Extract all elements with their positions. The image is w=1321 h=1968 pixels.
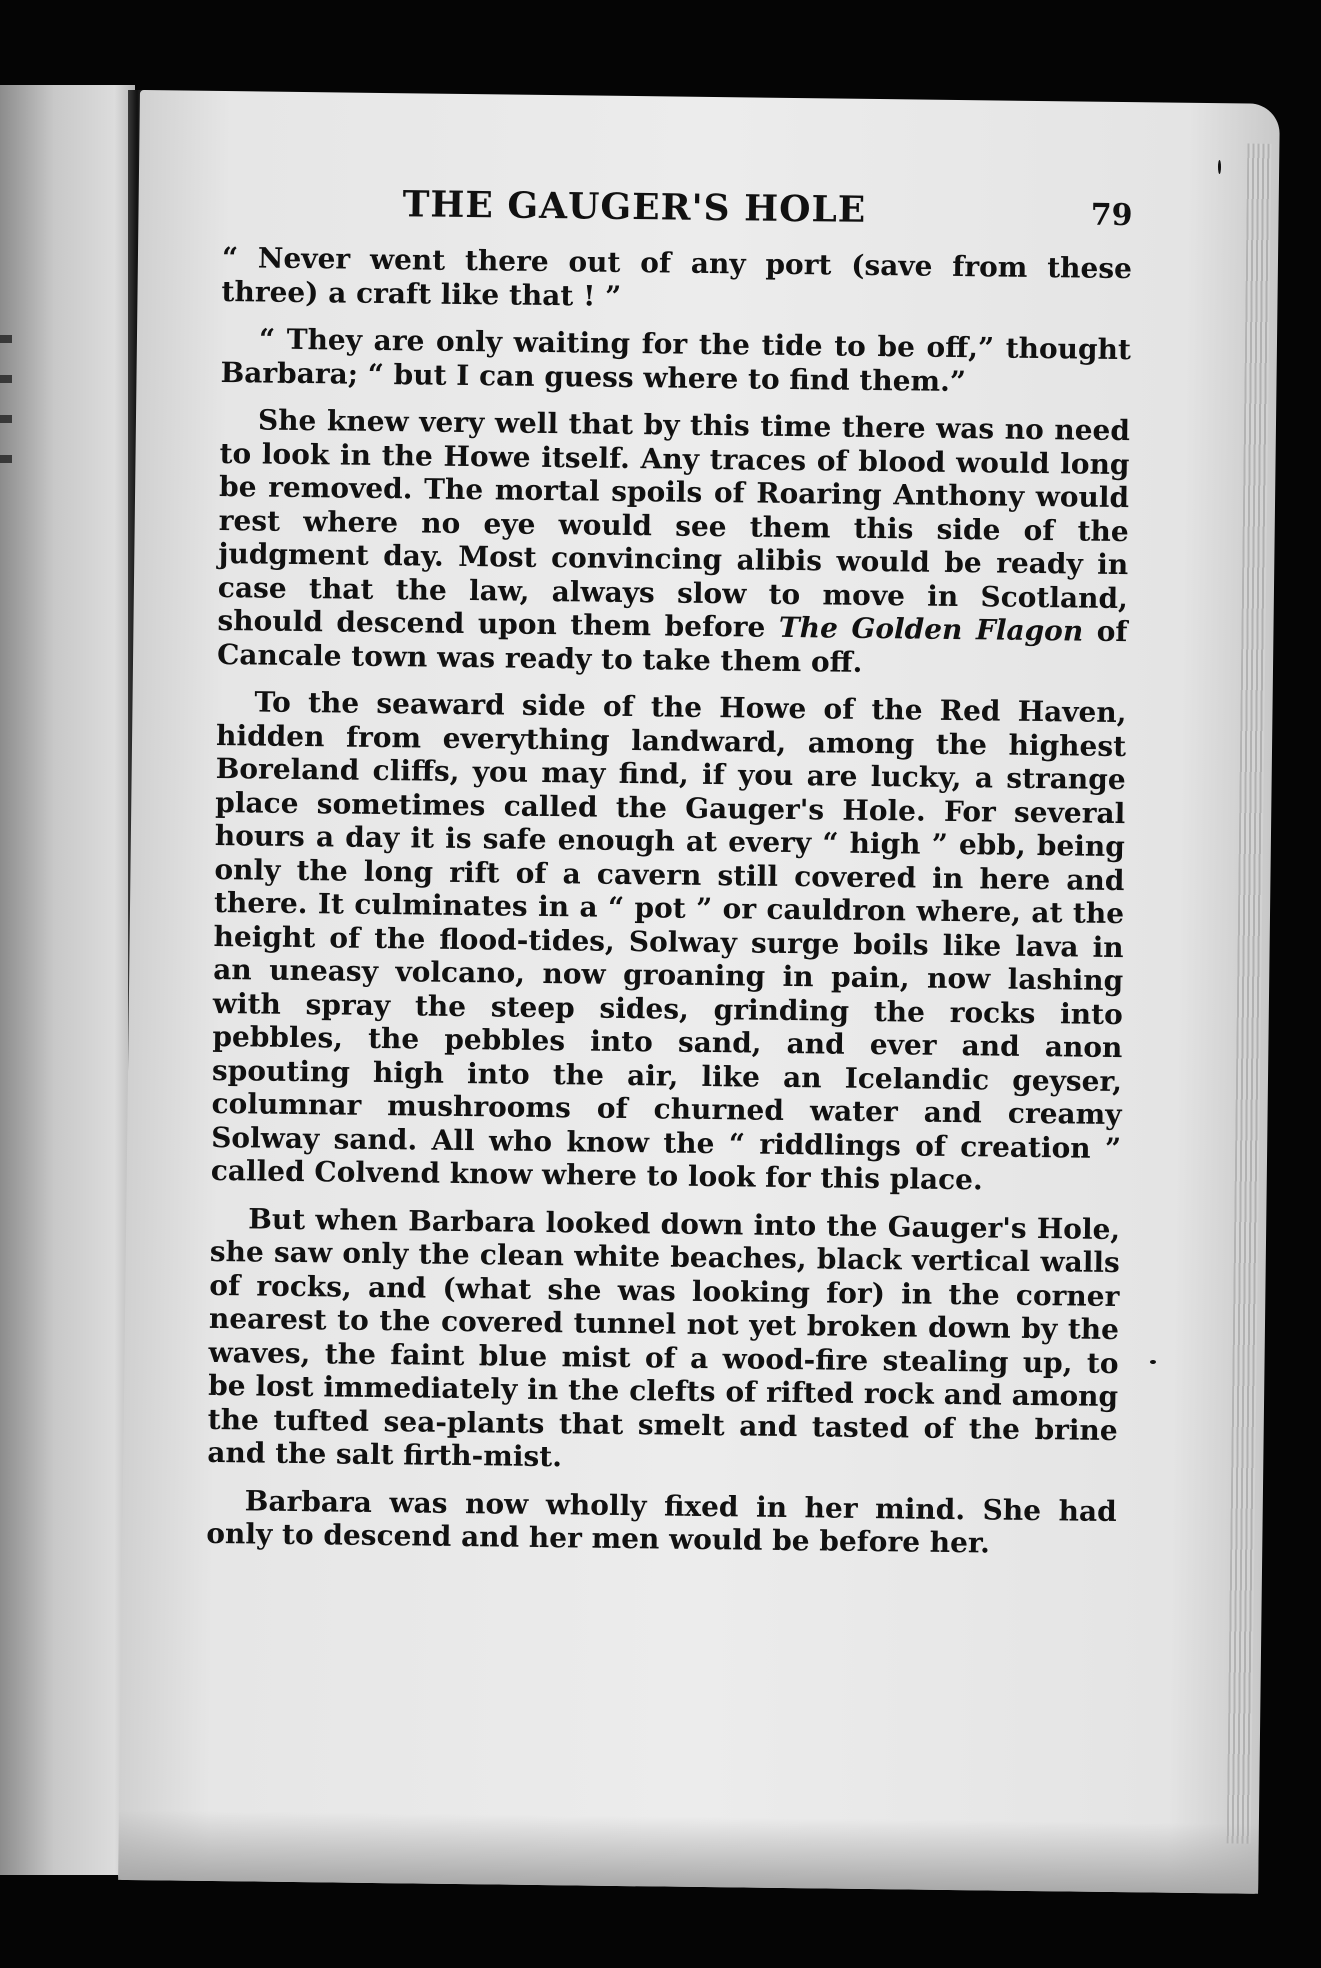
paragraph-6: Barbara was now wholly fixed in her mind. She had only to descend and her men would be before her.: [206, 1483, 1117, 1560]
paragraph-3-text-end: of Cancale town was ready to take them off.: [216, 614, 1128, 679]
left-page-text-fragments: [0, 335, 12, 495]
paragraph-1: “ Never went there out of any port (save from these three) a craft like that ! ”: [221, 241, 1133, 313]
page-fore-edge: [1227, 144, 1272, 1844]
running-head: [222, 181, 1133, 252]
running-head-title: THE GAUGER'S HOLE: [402, 183, 867, 231]
page-content: [206, 181, 1133, 1576]
paragraph-3: [217, 403, 1130, 682]
scan-speck: [1150, 1360, 1156, 1364]
paragraph-3-text-start: She knew very well that by this time there was no need to look in the Howe itself. Any traces of blood would long be removed. The mortal spoils of Roaring Anthony would rest where no eye would see them this side of the judgment day. Most convincing alibis would be ready in case that the law, always slow to move in Scotland, should descend upon them before: [217, 403, 1131, 644]
book-page: [118, 90, 1280, 1894]
paragraph-5: But when Barbara looked down into the Gauger's Hole, she saw only the clean white beaches, black vertical walls of rocks, and (what she was looking for) in the corner nearest to the covered tunnel not yet broken down by the waves, the faint blue mist of a wood-fire stealing up, to be lost immediately in the clefts of rifted rock and among the tufted sea-plants that smelt and tasted of the brine and the salt firth-mist.: [207, 1201, 1121, 1474]
page-bottom-shadow: [118, 1810, 1259, 1894]
left-page-edge: [0, 85, 135, 1875]
page-number: 79: [1090, 197, 1133, 234]
paragraph-4: To the seaward side of the Howe of the Red Haven, hidden from everything landward, among the highest Boreland cliffs, you may find, if you are lucky, a strange place sometimes called the Gauger's Hole. For several hours a day it is safe enough at every “ high ” ebb, being only the long rift of a cavern still covered in here and there. It culminates in a “ pot ” or cauldron where, at the height of the flood-tides, Solway surge boils like lava in an uneasy volcano, now groaning in pain, now lashing with spray the steep sides, grinding the rocks into pebbles, the pebbles into sand, and ever and anon spouting high into the air, like an Icelandic geyser, columnar mushrooms of churned water and creamy Solway sand. All who know the “ riddlings of creation ” called Colvend know where to look for this place.: [210, 685, 1127, 1197]
paragraph-2: “ They are only waiting for the tide to be off,” thought Barbara; “ but I can guess where to find them.”: [220, 322, 1132, 398]
ship-name: The Golden Flagon: [778, 610, 1084, 648]
scan-speck: [1218, 160, 1221, 174]
